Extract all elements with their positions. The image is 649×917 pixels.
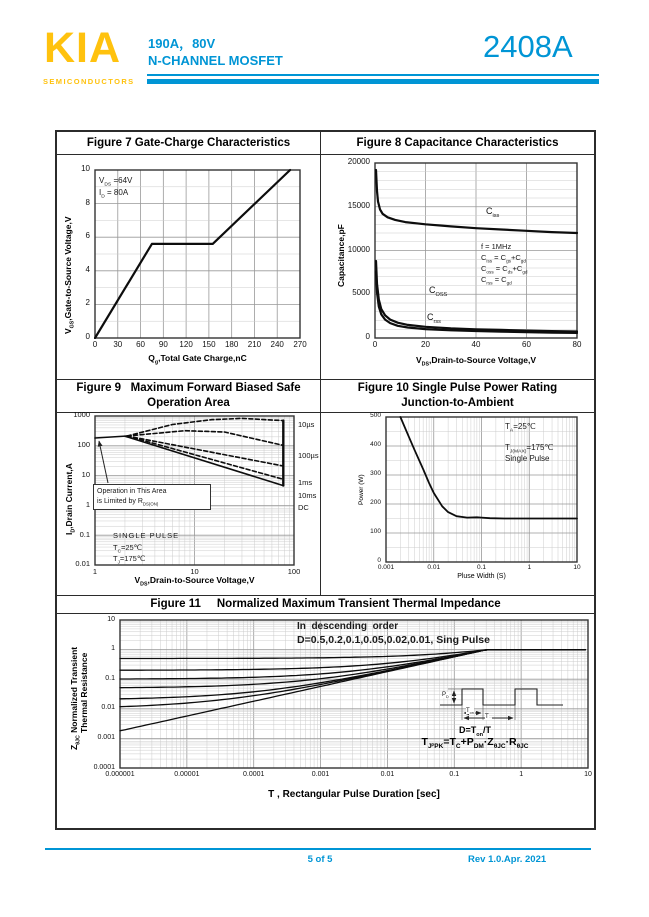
tick-label: 0.0001 bbox=[242, 771, 265, 778]
condition-single-pulse: Single Pulse bbox=[505, 454, 550, 464]
tick-label: 1 bbox=[85, 499, 90, 509]
tick-label: 1 bbox=[527, 564, 532, 571]
figure10-title-line1: Figure 10 Single Pulse Power Rating bbox=[357, 382, 558, 395]
tick-label: 240 bbox=[270, 340, 284, 349]
tick-label: 100µs bbox=[298, 451, 319, 461]
condition-tjmax: $T_{J(MAX)}=175℃$ bbox=[505, 443, 554, 455]
tick-label: 10 bbox=[81, 469, 90, 479]
tick-label: 300 bbox=[370, 469, 381, 477]
figure10-title-line2: Junction-to-Ambient bbox=[401, 397, 514, 409]
figure11-title bbox=[57, 595, 594, 614]
tick-label: 1 bbox=[519, 771, 524, 778]
tick-label: 10 bbox=[584, 771, 592, 778]
tick-label: 30 bbox=[113, 340, 123, 349]
figure9-callout-box bbox=[93, 484, 211, 510]
part-summary bbox=[148, 35, 283, 69]
tick-label: 0 bbox=[92, 340, 98, 349]
kia-logo: KIA bbox=[44, 24, 122, 72]
condition-tj: $T_J=175℃$ bbox=[113, 554, 146, 565]
figure7-x-axis-label: $Q_g,Total$ Gate Charge,nC bbox=[148, 353, 247, 366]
figure9-y-axis-label: $I_D,Drain$ Current,A bbox=[64, 463, 77, 535]
tick-label: 210 bbox=[247, 340, 262, 349]
figure11-x-axis-label: T , Rectangular Pulse Duration [sec] bbox=[268, 789, 440, 800]
tick-label: 500 bbox=[370, 411, 381, 419]
condition-ta: $T_A=25℃$ bbox=[505, 422, 536, 434]
tick-label: 10 bbox=[190, 567, 199, 576]
figures-table bbox=[55, 130, 596, 830]
figure9-x-axis-label: $V_{DS},Drain-to$-Source Voltage,V bbox=[134, 575, 255, 588]
tick-label: 8 bbox=[85, 197, 90, 207]
tick-label: 120 bbox=[179, 340, 193, 349]
figure11-y-axis-label-line1: $Z_{\theta JC}$ Normalized Transient bbox=[69, 646, 82, 750]
figure9-title-line1: Figure 9 Maximum Forward Biased Safe bbox=[76, 382, 301, 395]
condition-single-pulse: SINGLE PULSE bbox=[113, 531, 180, 540]
condition-tc: $T_C=25℃$ bbox=[113, 542, 143, 554]
tick-label: 400 bbox=[370, 440, 381, 448]
figure9-title bbox=[57, 379, 321, 413]
inset-period-label: T bbox=[485, 714, 489, 720]
tick-label: 0.000001 bbox=[105, 771, 135, 778]
junction-temp-equation: $T_{JᴾPK}=T_C+P_{DM}\cdot Z_{\theta JC}\cdot R_{\theta JC}$ bbox=[421, 736, 529, 751]
inset-ton-label: $T_{on}$ bbox=[466, 708, 474, 716]
figure10-x-axis-label: Pluse Width (S) bbox=[457, 573, 506, 580]
equation-crss: $C_{rss} = C_{gd}$ bbox=[481, 274, 512, 286]
part-type: N-CHANNEL MOSFET bbox=[148, 53, 283, 68]
tick-label: 10 bbox=[81, 164, 90, 174]
figure7-title-text: Figure 7 Gate-Charge Characteristics bbox=[86, 136, 291, 149]
tick-label: 10ms bbox=[298, 491, 317, 501]
tick-label: 0 bbox=[365, 332, 370, 342]
part-number: 2408A bbox=[483, 29, 573, 64]
figure11-annotation-line2: D=0.5,0.2,0.1,0.05,0.02,0.01, Sing Pulse bbox=[297, 634, 490, 646]
tick-label: 60 bbox=[136, 340, 145, 349]
figure11-chart bbox=[57, 614, 594, 828]
tick-label: 4 bbox=[85, 264, 90, 274]
tick-label: 0.1 bbox=[79, 529, 90, 539]
condition-id: $I_D = 80A$ bbox=[99, 188, 129, 200]
figure8-conditions bbox=[481, 242, 528, 286]
footer-rule bbox=[45, 848, 591, 850]
tick-label: 270 bbox=[293, 340, 307, 349]
figure7-title bbox=[57, 132, 321, 155]
tick-label: 0 bbox=[372, 340, 378, 349]
figure7-y-axis-label: $V_{GS},Gate-to$-Source Voltage,V bbox=[63, 216, 76, 334]
tick-label: 0.1 bbox=[449, 771, 460, 778]
tick-label: 0.001 bbox=[97, 734, 115, 742]
header-rule-thick bbox=[147, 79, 599, 84]
tick-label: 1000 bbox=[73, 410, 90, 420]
tick-label: 100 bbox=[370, 527, 381, 535]
figure10-y-axis-label: Power (W) bbox=[358, 474, 365, 505]
tick-label: 90 bbox=[158, 340, 168, 349]
figure9-conditions bbox=[113, 530, 179, 565]
callout-line1: Operation in This Area bbox=[97, 488, 167, 495]
tick-label: 10 bbox=[107, 615, 115, 623]
tick-label: 0.00001 bbox=[174, 771, 200, 778]
tick-label: 0.1 bbox=[105, 674, 115, 682]
figure10-conditions bbox=[505, 421, 553, 465]
figure7-conditions bbox=[99, 175, 132, 199]
tick-label: 0.001 bbox=[377, 564, 395, 571]
tick-label: DC bbox=[298, 503, 309, 513]
revision-label: Rev 1.0.Apr. 2021 bbox=[468, 854, 547, 865]
tick-label: 150 bbox=[202, 340, 216, 349]
inset-pd-label: $P_D$ bbox=[442, 692, 449, 700]
figure9-title-line2: Operation Area bbox=[147, 397, 230, 409]
kia-logo-subtext: SEMICONDUCTORS bbox=[43, 77, 135, 86]
tick-label: 10µs bbox=[298, 419, 315, 429]
tick-label: 100 bbox=[77, 440, 90, 450]
condition-vds: $V_{DS} =64V$ bbox=[99, 176, 133, 188]
tick-label: 0 bbox=[377, 556, 381, 564]
figure11-title-text: Figure 11 Normalized Maximum Transient Thermal Impedance bbox=[150, 598, 501, 611]
tick-label: 20 bbox=[421, 340, 430, 349]
curve-label-crss: $C_{rss}$ bbox=[427, 312, 441, 325]
tick-label: 20000 bbox=[347, 157, 370, 167]
figure9-chart bbox=[57, 410, 321, 595]
figure8-y-axis-label: Capacitance,pF bbox=[336, 224, 346, 287]
page-number: 5 of 5 bbox=[307, 854, 333, 865]
equation-ciss: $C_{iss} = C_{gs}+C_{gd}$ bbox=[481, 252, 526, 264]
tick-label: 2 bbox=[85, 298, 90, 308]
duty-cycle-equation: $D=T_{on}/T$ bbox=[458, 725, 492, 738]
tick-label: 0.01 bbox=[427, 564, 441, 571]
curve-label-ciss: $C_{iss}$ bbox=[486, 206, 500, 219]
tick-label: 15000 bbox=[347, 200, 370, 210]
tick-label: 1ms bbox=[298, 478, 313, 488]
figure11-annotation-line1: In descending order bbox=[297, 621, 399, 632]
tick-label: 80 bbox=[572, 340, 582, 349]
tick-label: 60 bbox=[522, 340, 531, 349]
tick-label: 1 bbox=[111, 645, 115, 653]
tick-label: 180 bbox=[224, 340, 239, 349]
figure10-chart bbox=[321, 413, 594, 595]
tick-label: 0.1 bbox=[476, 564, 487, 571]
tick-label: 0.001 bbox=[311, 771, 330, 778]
tick-label: 0.01 bbox=[101, 704, 115, 712]
tick-label: 6 bbox=[85, 231, 90, 241]
figure8-title bbox=[321, 132, 594, 155]
tick-label: 0.01 bbox=[380, 771, 395, 778]
figure11-y-axis-label-line2: Thermal Resistance bbox=[79, 652, 89, 733]
figure7-chart bbox=[57, 155, 321, 379]
figure8-x-axis-label: $V_{DS},Drain-to$-Source Voltage,V bbox=[415, 355, 537, 368]
tick-label: 0.0001 bbox=[93, 763, 115, 771]
tick-label: 100 bbox=[287, 567, 301, 576]
part-rating: 190A，80V bbox=[148, 36, 216, 51]
header-rule-thin bbox=[147, 74, 599, 76]
tick-label: 5000 bbox=[352, 288, 370, 298]
figure8-chart bbox=[321, 155, 594, 379]
tick-label: 0.01 bbox=[75, 559, 90, 569]
equation-coss: $C_{oss} = C_{ds}+C_{gd}$ bbox=[481, 263, 528, 275]
tick-label: 10000 bbox=[347, 244, 370, 254]
figure8-title-text: Figure 8 Capacitance Characteristics bbox=[356, 136, 559, 149]
tick-label: 40 bbox=[471, 340, 481, 349]
curve-label-coss: $C_{OSS}$ bbox=[429, 285, 448, 298]
callout-line2: is Limited by $R_{DS(ON)}$ bbox=[97, 498, 159, 507]
tick-label: 10 bbox=[573, 564, 581, 571]
tick-label: 200 bbox=[370, 498, 381, 506]
figure10-title bbox=[321, 379, 594, 413]
tick-label: 1 bbox=[92, 567, 98, 576]
tick-label: 0 bbox=[85, 332, 90, 342]
condition-freq: f = 1MHz bbox=[481, 242, 512, 251]
